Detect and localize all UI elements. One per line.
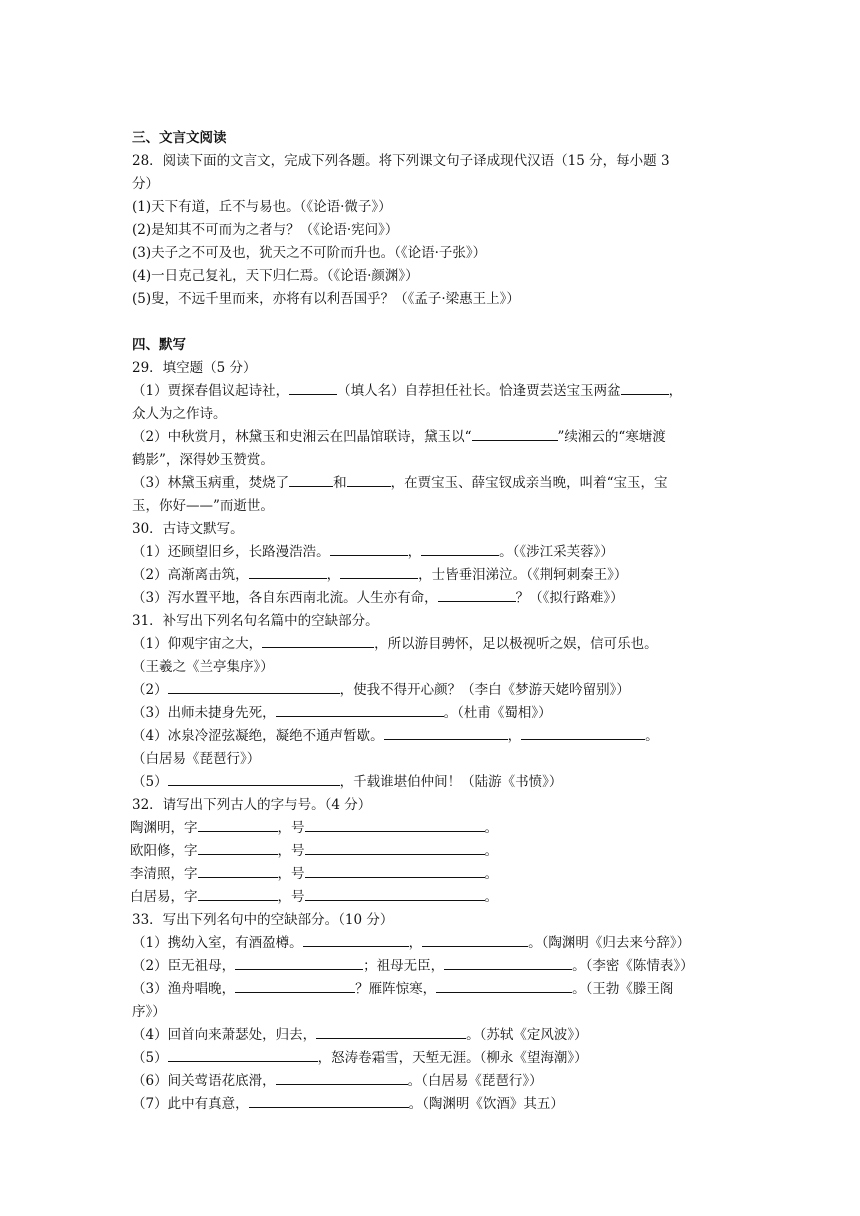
section-4-heading: 四、默写 [132, 337, 186, 353]
text: ？雁阵惊寒， [355, 981, 437, 997]
answer-blank[interactable] [521, 725, 645, 740]
text: ，字 [170, 820, 198, 836]
answer-blank[interactable] [198, 840, 278, 855]
q28-item-1: (1)天下有道，丘不与易也。（《论语·微子》） [132, 199, 392, 215]
answer-blank[interactable] [436, 978, 572, 993]
answer-blank[interactable] [347, 472, 391, 487]
q29-item-1 [132, 380, 682, 402]
q28-item-3: (3)夫子之不可及也，犹天之不可阶而升也。（《论语·子张》） [132, 245, 487, 261]
text: ， [407, 544, 422, 560]
text: （填人名）自荐担任社长。恰逢贾芸送宝玉两盆 [337, 383, 621, 399]
q31-item-4 [132, 725, 659, 747]
text: ，字 [170, 866, 198, 882]
q29-item-3-cont: 玉，你好——”而逝世。 [132, 498, 274, 514]
q29-item-3 [132, 472, 668, 494]
person-name: 陶渊明 [130, 820, 171, 836]
text: （2）中秋赏月，林黛玉和史湘云在凹晶馆联诗，黛玉以“ [132, 429, 472, 445]
q29-item-2 [132, 426, 666, 448]
answer-blank[interactable] [276, 702, 444, 717]
text: （3）泻水置平地，各自东西南北流。人生亦有命， [132, 590, 438, 606]
q33-item-7 [132, 1093, 564, 1115]
q32-title: 32．请写出下列古人的字与号。（4 分） [132, 797, 372, 813]
q29-title: 29．填空题（5 分） [132, 360, 257, 376]
q33-item-3-cont: 序》） [132, 1004, 166, 1020]
answer-blank[interactable] [198, 817, 278, 832]
q30-item-2 [132, 564, 627, 586]
text: （4）回首向来萧瑟处，归去， [132, 1027, 317, 1043]
answer-blank[interactable] [472, 426, 558, 441]
answer-blank[interactable] [305, 886, 485, 901]
text: 。 [484, 866, 498, 882]
q31-item-5 [132, 771, 562, 793]
q33-item-3 [132, 978, 673, 1000]
q31-item-1-cont: （王羲之《兰亭集序》） [132, 659, 274, 675]
text: 。（白居易《琵琶行》） [407, 1073, 543, 1089]
text: ，在贾宝玉、薛宝钗成亲当晚，叫着“宝玉，宝 [390, 475, 668, 491]
text: （3）林黛玉病重，焚烧了 [132, 475, 290, 491]
answer-blank[interactable] [289, 380, 337, 395]
answer-blank[interactable] [262, 633, 374, 648]
text: 。（杜甫《蜀相》） [443, 705, 552, 721]
q33-title: 33．写出下列名句中的空缺部分。（10 分） [132, 912, 394, 928]
answer-blank[interactable] [303, 932, 409, 947]
section-3-heading: 三、文言文阅读 [132, 130, 227, 146]
q28-item-2: (2)是知其不可而为之者与？（《论语·宪问》） [132, 222, 399, 238]
answer-blank[interactable] [305, 817, 485, 832]
text: ？（《拟行路难》） [515, 590, 624, 606]
q31-item-1 [132, 633, 658, 655]
text: ， [668, 383, 683, 399]
q30-title: 30．古诗文默写。 [132, 521, 244, 537]
person-name: 欧阳修 [130, 843, 171, 859]
q30-item-1 [132, 541, 614, 563]
q32-row-2 [130, 840, 498, 862]
text: ，号 [277, 889, 305, 905]
answer-blank[interactable] [235, 955, 363, 970]
q31-item-4-cont: （白居易《琵琶行》） [132, 751, 261, 767]
text: （7）此中有真意， [132, 1096, 249, 1112]
q33-item-6 [132, 1070, 543, 1092]
answer-blank[interactable] [330, 541, 408, 556]
text: ，号 [277, 820, 305, 836]
text: ，怒涛卷霜雪，天堑无涯。（柳永《望海潮》） [317, 1050, 588, 1066]
text: 和 [333, 475, 347, 491]
answer-blank[interactable] [305, 863, 485, 878]
q33-item-4 [132, 1024, 588, 1046]
answer-blank[interactable] [316, 1024, 466, 1039]
text: ，所以游目骋怀，足以极视听之娱，信可乐也。 [374, 636, 658, 652]
text: （4）冰泉冷涩弦凝绝，凝绝不通声暂歇。 [132, 728, 384, 744]
answer-blank[interactable] [168, 1047, 318, 1062]
q33-item-1 [132, 932, 690, 954]
answer-blank[interactable] [422, 932, 528, 947]
text: 。（《涉江采芙蓉》） [499, 544, 614, 560]
answer-blank[interactable] [198, 886, 278, 901]
text: （5） [132, 774, 168, 790]
answer-blank[interactable] [289, 472, 333, 487]
text: 。 [484, 843, 498, 859]
answer-blank[interactable] [340, 564, 418, 579]
text: 。 [645, 728, 659, 744]
q28-item-4: (4)一日克己复礼，天下归仁焉。（《论语·颜渊》） [132, 268, 419, 284]
text: ， [326, 567, 341, 583]
person-name: 白居易 [130, 889, 171, 905]
text: （1）还顾望旧乡，长路漫浩浩。 [132, 544, 330, 560]
text: （2） [132, 682, 168, 698]
answer-blank[interactable] [444, 955, 572, 970]
text: 。（李密《陈情表》） [572, 958, 694, 974]
answer-blank[interactable] [421, 541, 499, 556]
q28-instruction-cont: 分） [132, 176, 159, 192]
text: （1）携幼入室，有酒盈樽。 [132, 935, 303, 951]
answer-blank[interactable] [235, 978, 355, 993]
answer-blank[interactable] [168, 771, 340, 786]
q31-item-2 [132, 679, 630, 701]
text: ，千载谁堪伯仲间！（陆游《书愤》） [339, 774, 563, 790]
answer-blank[interactable] [621, 380, 669, 395]
answer-blank[interactable] [305, 840, 485, 855]
text: 。（王勃《滕王阁 [572, 981, 674, 997]
q30-item-3 [132, 587, 624, 609]
text: （3）出师未捷身先死， [132, 705, 276, 721]
text: 。 [484, 820, 498, 836]
text: ，使我不得开心颜？（李白《梦游天姥吟留别》） [339, 682, 630, 698]
q28-item-5: (5)叟，不远千里而来，亦将有以利吾国乎？（《孟子·梁惠王上》） [132, 291, 520, 307]
person-name: 李清照 [130, 866, 171, 882]
text: （6）间关莺语花底滑， [132, 1073, 276, 1089]
answer-blank[interactable] [438, 587, 516, 602]
text: （2）臣无祖母， [132, 958, 236, 974]
text: ，字 [170, 889, 198, 905]
q32-row-3 [130, 863, 498, 885]
q31-item-3 [132, 702, 552, 724]
q32-row-1 [130, 817, 498, 839]
q31-title: 31．补写出下列名句名篇中的空缺部分。 [132, 613, 379, 629]
q29-item-1-cont: 众人为之作诗。 [132, 406, 227, 422]
answer-blank[interactable] [249, 1093, 409, 1108]
text: 。（陶渊明《归去来兮辞》） [528, 935, 691, 951]
q32-row-4 [130, 886, 498, 908]
answer-blank[interactable] [249, 564, 327, 579]
text: ，字 [170, 843, 198, 859]
answer-blank[interactable] [198, 863, 278, 878]
text: ，号 [277, 843, 305, 859]
text: （5） [132, 1050, 168, 1066]
text: ；祖母无臣， [363, 958, 445, 974]
text: 。 [484, 889, 498, 905]
text: （2）高渐离击筑， [132, 567, 249, 583]
text: 。（苏轼《定风波》） [466, 1027, 588, 1043]
q33-item-2 [132, 955, 694, 977]
text: ”续湘云的“寒塘渡 [557, 429, 666, 445]
answer-blank[interactable] [384, 725, 508, 740]
text: 。（陶渊明《饮酒》其五） [408, 1096, 564, 1112]
q33-item-5 [132, 1047, 588, 1069]
text: （3）渔舟唱晚， [132, 981, 236, 997]
answer-blank[interactable] [276, 1070, 408, 1085]
q29-item-2-cont: 鹤影”，深得妙玉赞赏。 [132, 452, 274, 468]
text: ， [408, 935, 423, 951]
answer-blank[interactable] [168, 679, 340, 694]
text: ，士皆垂泪涕泣。（《荆轲刺秦王》） [418, 567, 628, 583]
text: ， [507, 728, 522, 744]
q28-instruction: 28．阅读下面的文言文，完成下列各题。将下列课文句子译成现代汉语（15 分，每小题 3 [132, 153, 670, 169]
text: （1）贾探春倡议起诗社， [132, 383, 290, 399]
text: （1）仰观宇宙之大， [132, 636, 263, 652]
text: ，号 [277, 866, 305, 882]
